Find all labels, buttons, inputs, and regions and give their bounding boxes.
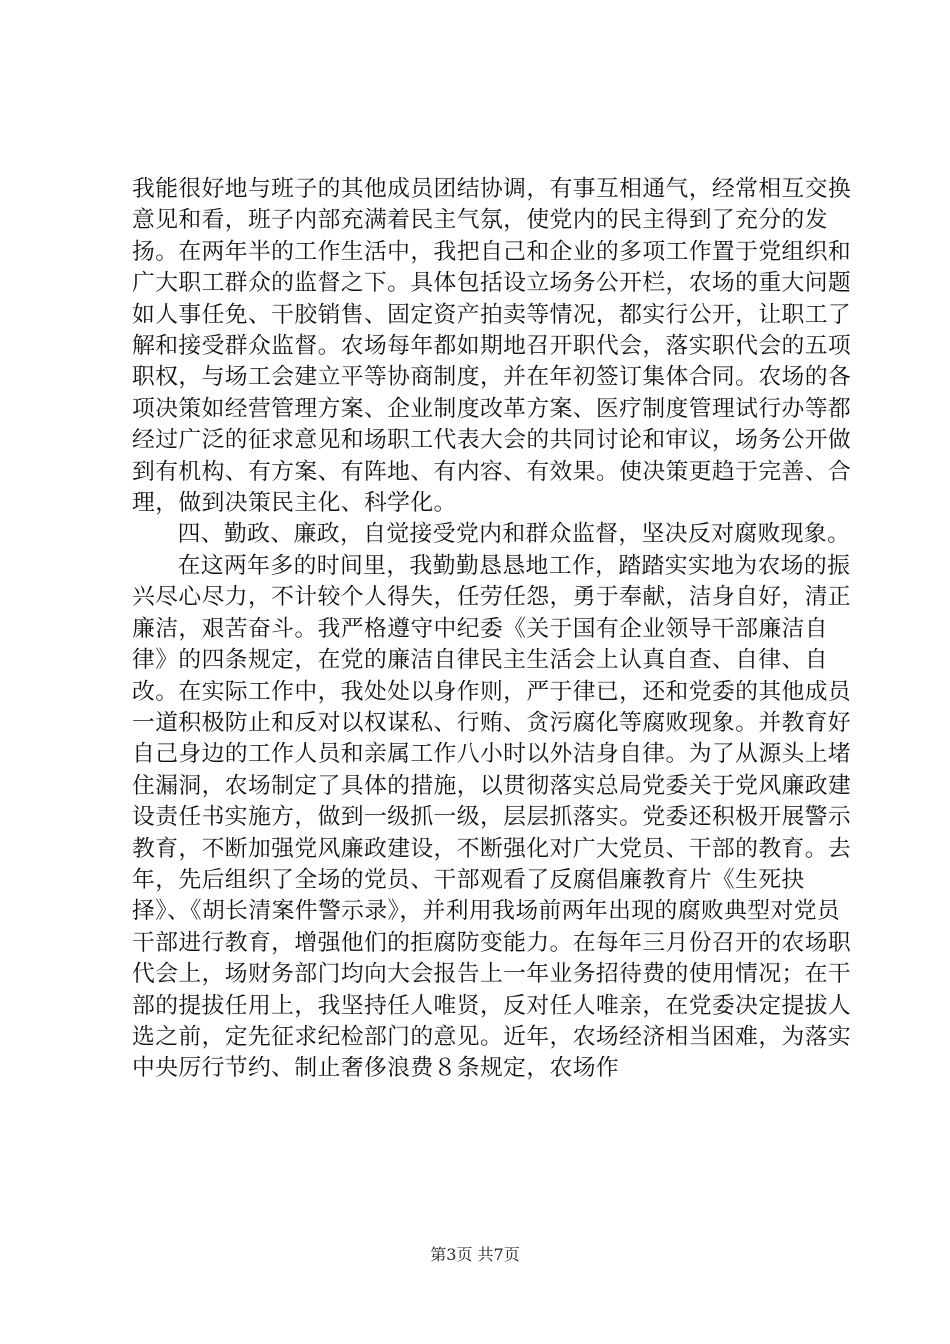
paragraph-3: 在这两年多的时间里，我勤勤恳恳地工作，踏踏实实地为农场的振兴尽心尽力，不计较个人得失，任劳任怨，勇于奉献，洁身自好，清正廉洁，艰苦奋斗。我严格遵守中纪委《关于国有企业领导干部廉洁自律》的四条规定，在党的廉洁自律民主生活会上认真自查、自律、自改。在实际工作中，我处处以身作则，严于律已，还和党委的其他成员一道积极防止和反对以权谋私、行贿、贪污腐化等腐败现象。并教育好自己身边的工作人员和亲属工作八小时以外洁身自律。为了从源头上堵住漏洞，农场制定了具体的措施，以贯彻落实总局党委关于党风廉政建设责任书实施方，做到一级抓一级，层层抓落实。党委还积极开展警示教育，不断加强党风廉政建设，不断强化对广大党员、干部的教育。去年，先后组织了全场的党员、干部观看了反腐倡廉教育片《生死抉择》、《胡长清案件警示录》，并利用我场前两年出现的腐败典型对党员干部进行教育，增强他们的拒腐防变能力。在每年三月份召开的农场职代会上，场财务部门均向大会报告上一年业务招待费的使用情况；在干部的提拔任用上，我坚持任人唯贤，反对任人唯亲，在党委决定提拔人选之前，定先征求纪检部门的意见。近年，农场经济相当困难，为落实中央厉行节约、制止奢侈浪费８条规定，农场作 (132, 552, 852, 1082)
page-number-footer: 第3页 共7页 (430, 1245, 520, 1264)
paragraph-1: 我能很好地与班子的其他成员团结协调，有事互相通气，经常相互交换意见和看，班子内部充满着民主气氛，使党内的民主得到了充分的发扬。在两年半的工作生活中，我把自己和企业的多项工作置于党组织和广大职工群众的监督之下。具体包括设立场务公开栏，农场的重大问题如人事任免、干胶销售、固定资产拍卖等情况，都实行公开，让职工了解和接受群众监督。农场每年都如期地召开职代会，落实职代会的五项职权，与场工会建立平等协商制度，并在年初签订集体合同。农场的各项决策如经营管理方案、企业制度改革方案、医疗制度管理试行办等都经过广泛的征求意见和场职工代表大会的共同讨论和审议，场务公开做到有机构、有方案、有阵地、有内容、有效果。使决策更趋于完善、合理，做到决策民主化、科学化。 (132, 176, 852, 517)
document-body (132, 174, 852, 1085)
paragraph-heading-4: 四、勤政、廉政，自觉接受党内和群众监督，坚决反对腐败现象。 (177, 521, 851, 548)
